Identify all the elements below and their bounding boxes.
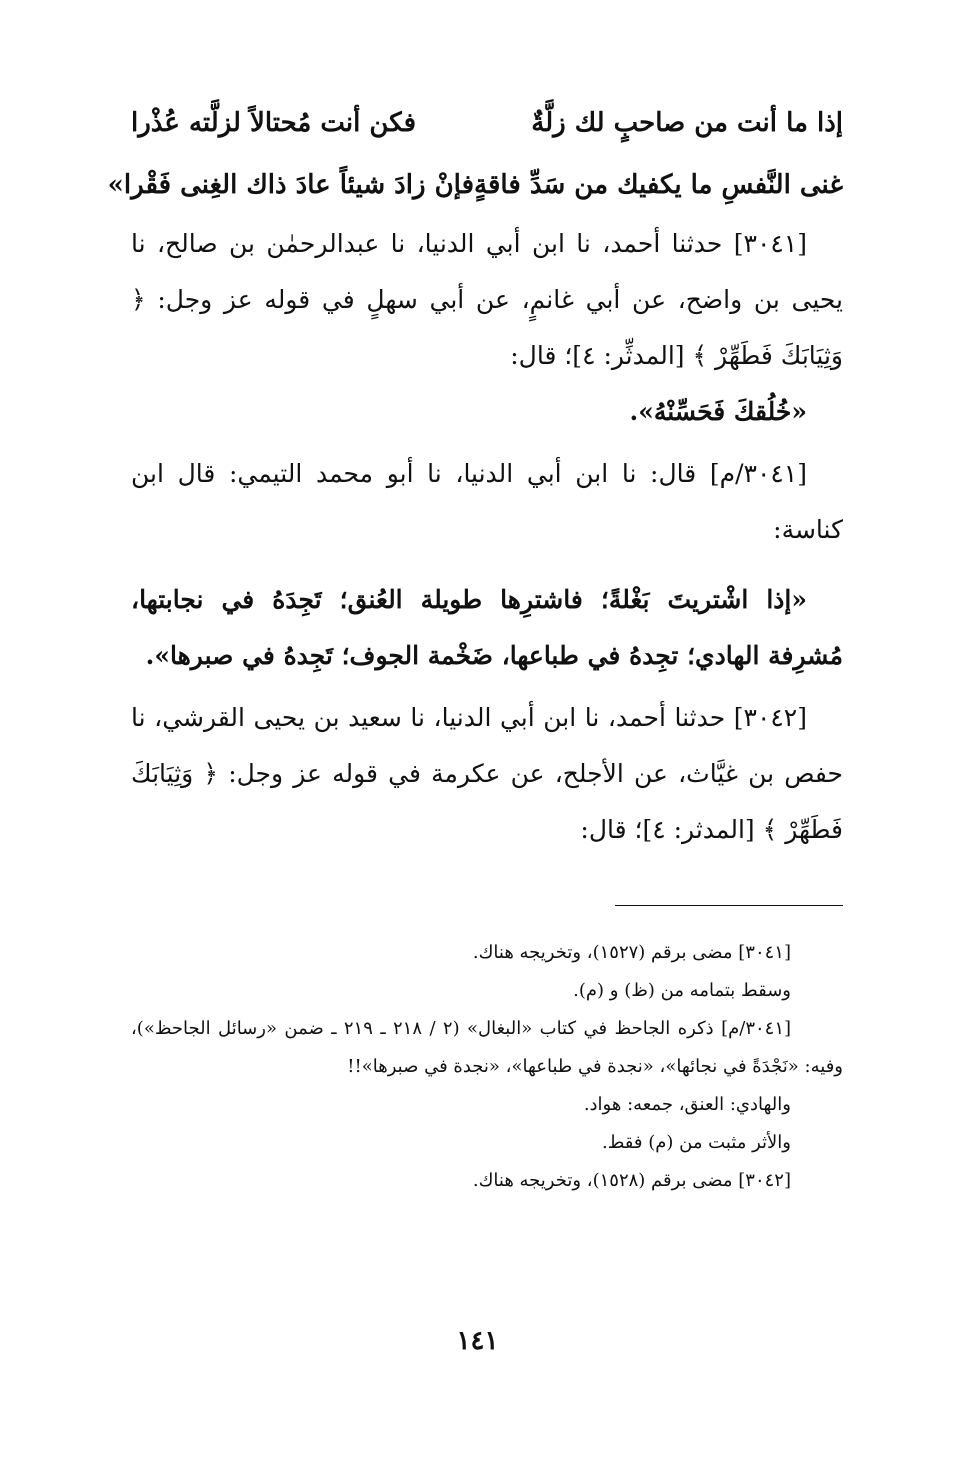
entry-3041m: [٣٠٤١/م] قال: نا ابن أبي الدنيا، نا أبو محمد التيمي: قال ابن كناسة: [131,459,843,544]
poem-verse-2 [107,154,843,216]
poem-verse-1 [131,92,843,154]
verse-2-first-hemistich: غنى النَّفسِ ما يكفيك من سَدِّ فاقةٍ [474,170,843,200]
footnote-separator [615,905,843,906]
entry-3041: [٣٠٤١] حدثنا أحمد، نا ابن أبي الدنيا، نا عبدالرحمٰن بن صالح، نا يحيى بن واضح، عن أبي غانمٍ، عن أبي سهلٍ في قوله عز وجل: ﴿ وَثِيَابَكَ فَطَهِّرْ ﴾ [المدثِّر: ٤]؛ قال: [131,229,843,370]
footnote-3: [٣٠٤١/م] ذكره الجاحظ في كتاب «البغال» (٢ / ٢١٨ ـ ٢١٩ ـ ضمن «رسائل الجاحظ»)، وفيه: «نَجْدَةً في نجائها»، «نجدة في طباعها»، «نجدة في صبرها»!! [131,1018,843,1077]
footnote-2: وسقط بتمامه من (ظ) و (م). [573,980,791,1001]
verse-1-first-hemistich: إذا ما أنت من صاحبٍ لك زلَّةٌ [531,108,843,138]
verse-2-second-hemistich: فإنْ زادَ شيئاً عادَ ذاك الغِنى فَقْرا» [107,170,475,200]
footnote-6: [٣٠٤٢] مضى برقم (١٥٢٨)، وتخريجه هناك. [472,1170,791,1191]
footnote-5: والأثر مثبت من (م) فقط. [601,1132,791,1153]
entry-3042: [٣٠٤٢] حدثنا أحمد، نا ابن أبي الدنيا، نا سعيد بن يحيى القرشي، نا حفص بن غيَّاث، عن الأجلح، عن عكرمة في قوله عز وجل: ﴿ وَثِيَابَكَ فَطَهِّرْ ﴾ [المدثر: ٤]؛ قال: [131,703,843,844]
footnote-1: [٣٠٤١] مضى برقم (١٥٢٧)، وتخريجه هناك. [472,942,791,963]
footnote-4: والهادي: العنق، جمعه: هواد. [583,1094,791,1115]
page-number: ١٤١ [456,1326,499,1356]
main-text [107,92,843,858]
footnotes [131,934,843,1200]
entry-3041m-quote: «إذا اشْتريتَ بَغْلةً؛ فاشترِها طويلة العُنق؛ تَجِدَهُ في نجابتها، مُشرِفة الهادي؛ تجِدهُ في طباعها، ضَخْمة الجوف؛ تَجِدهُ في صبرها». [131,585,843,670]
verse-1-second-hemistich: فكن أنت مُحتالاً لزلَّته عُذْرا [131,108,416,138]
entry-3041-quote: «خُلُقكَ فَحَسِّنْهُ». [629,397,807,426]
